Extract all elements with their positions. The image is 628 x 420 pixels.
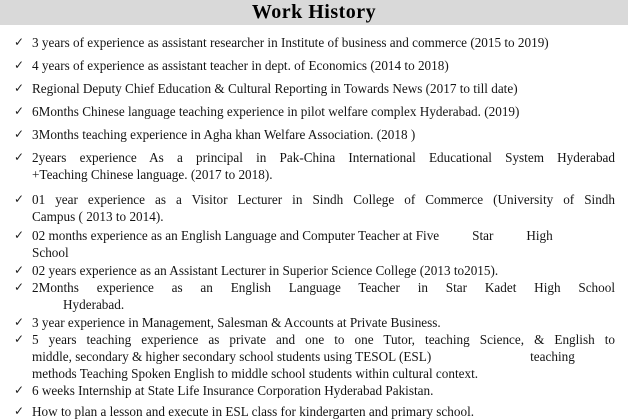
list-item-text xyxy=(32,331,615,382)
list-item-line: Campus ( 2013 to 2014). xyxy=(32,209,164,224)
list-item-text xyxy=(32,34,615,51)
list-item xyxy=(14,403,615,420)
list-item-line: 02 months experience as an English Language and Computer Teacher at Five Star High xyxy=(32,228,553,243)
list-item xyxy=(14,103,615,120)
list-item-text xyxy=(32,382,615,399)
page-title: Work History xyxy=(251,1,377,23)
list-item xyxy=(14,191,615,225)
list-item-line: 5 years teaching experience as private and one to one Tutor, teaching Science, & English to xyxy=(32,332,615,347)
list-item-line: 2years experience As a principal in Pak-China International Educational System Hyderabad xyxy=(32,150,615,165)
list-item-text xyxy=(32,191,615,225)
checkmark-icon: ✓ xyxy=(14,81,25,95)
list-item-line: +Teaching Chinese language. (2017 to 2018). xyxy=(32,167,273,182)
list-item-line: Hyderabad. xyxy=(63,297,125,312)
list-item xyxy=(14,262,615,279)
list-item xyxy=(14,34,615,51)
list-item-line: middle, secondary & higher secondary school students using TESOL (ESL) teaching xyxy=(32,349,575,364)
list-item-text xyxy=(32,126,615,143)
list-item xyxy=(14,382,615,399)
checkmark-icon: ✓ xyxy=(14,383,25,397)
list-item-line: 4 years of experience as assistant teacher in dept. of Economics (2014 to 2018) xyxy=(32,58,449,73)
list-item-line: 01 year experience as a Visitor Lecturer in Sindh College of Commerce (University of Sindh xyxy=(32,192,615,207)
checkmark-icon: ✓ xyxy=(14,228,25,242)
list-item-text xyxy=(32,103,615,120)
list-item-line: 6Months Chinese language teaching experience in pilot welfare complex Hyderabad. (2019) xyxy=(32,104,520,119)
list-item xyxy=(14,279,615,313)
list-item xyxy=(14,331,615,382)
list-item-line: 3Months teaching experience in Agha khan Welfare Association. (2018 ) xyxy=(32,127,416,142)
list-item xyxy=(14,126,615,143)
list-item-line: 02 years experience as an Assistant Lecturer in Superior Science College (2013 to2015). xyxy=(32,263,499,278)
checkmark-icon: ✓ xyxy=(14,315,25,329)
list-item xyxy=(14,314,615,331)
list-item-line: Regional Deputy Chief Education & Cultural Reporting in Towards News (2017 to till date) xyxy=(32,81,518,96)
checkmark-icon: ✓ xyxy=(14,35,25,49)
list-item-text xyxy=(32,149,615,183)
checkmark-icon: ✓ xyxy=(14,58,25,72)
work-history-list xyxy=(0,25,628,420)
checkmark-icon: ✓ xyxy=(14,280,25,294)
checkmark-icon: ✓ xyxy=(14,263,25,277)
list-item-text xyxy=(32,262,615,279)
list-item-line: 6 weeks Internship at State Life Insurance Corporation Hyderabad Pakistan. xyxy=(32,383,434,398)
checkmark-icon: ✓ xyxy=(14,127,25,141)
list-item-line: 3 years of experience as assistant researcher in Institute of business and commerce (2015 to 2019) xyxy=(32,35,549,50)
list-item-line: 3 year experience in Management, Salesman & Accounts at Private Business. xyxy=(32,315,441,330)
checkmark-icon: ✓ xyxy=(14,192,25,206)
list-item-line: methods Teaching Spoken English to middle school students within cultural context. xyxy=(32,366,479,381)
list-item xyxy=(14,227,615,261)
checkmark-icon: ✓ xyxy=(14,150,25,164)
list-item-line: School xyxy=(32,245,69,260)
checkmark-icon: ✓ xyxy=(14,404,25,418)
list-item xyxy=(14,149,615,183)
list-item-text xyxy=(32,57,615,74)
list-item xyxy=(14,57,615,74)
section-header xyxy=(0,0,628,25)
checkmark-icon: ✓ xyxy=(14,332,25,346)
list-item xyxy=(14,80,615,97)
list-item-line: 2Months experience as an English Language Teacher in Star Kadet High School xyxy=(32,280,615,295)
list-item-text xyxy=(32,279,615,313)
list-item-text xyxy=(32,314,615,331)
list-item-line: How to plan a lesson and execute in ESL class for kindergarten and primary school. xyxy=(32,404,475,419)
checkmark-icon: ✓ xyxy=(14,104,25,118)
list-item-text xyxy=(32,227,615,261)
list-item-text xyxy=(32,80,615,97)
list-item-text xyxy=(32,403,615,420)
